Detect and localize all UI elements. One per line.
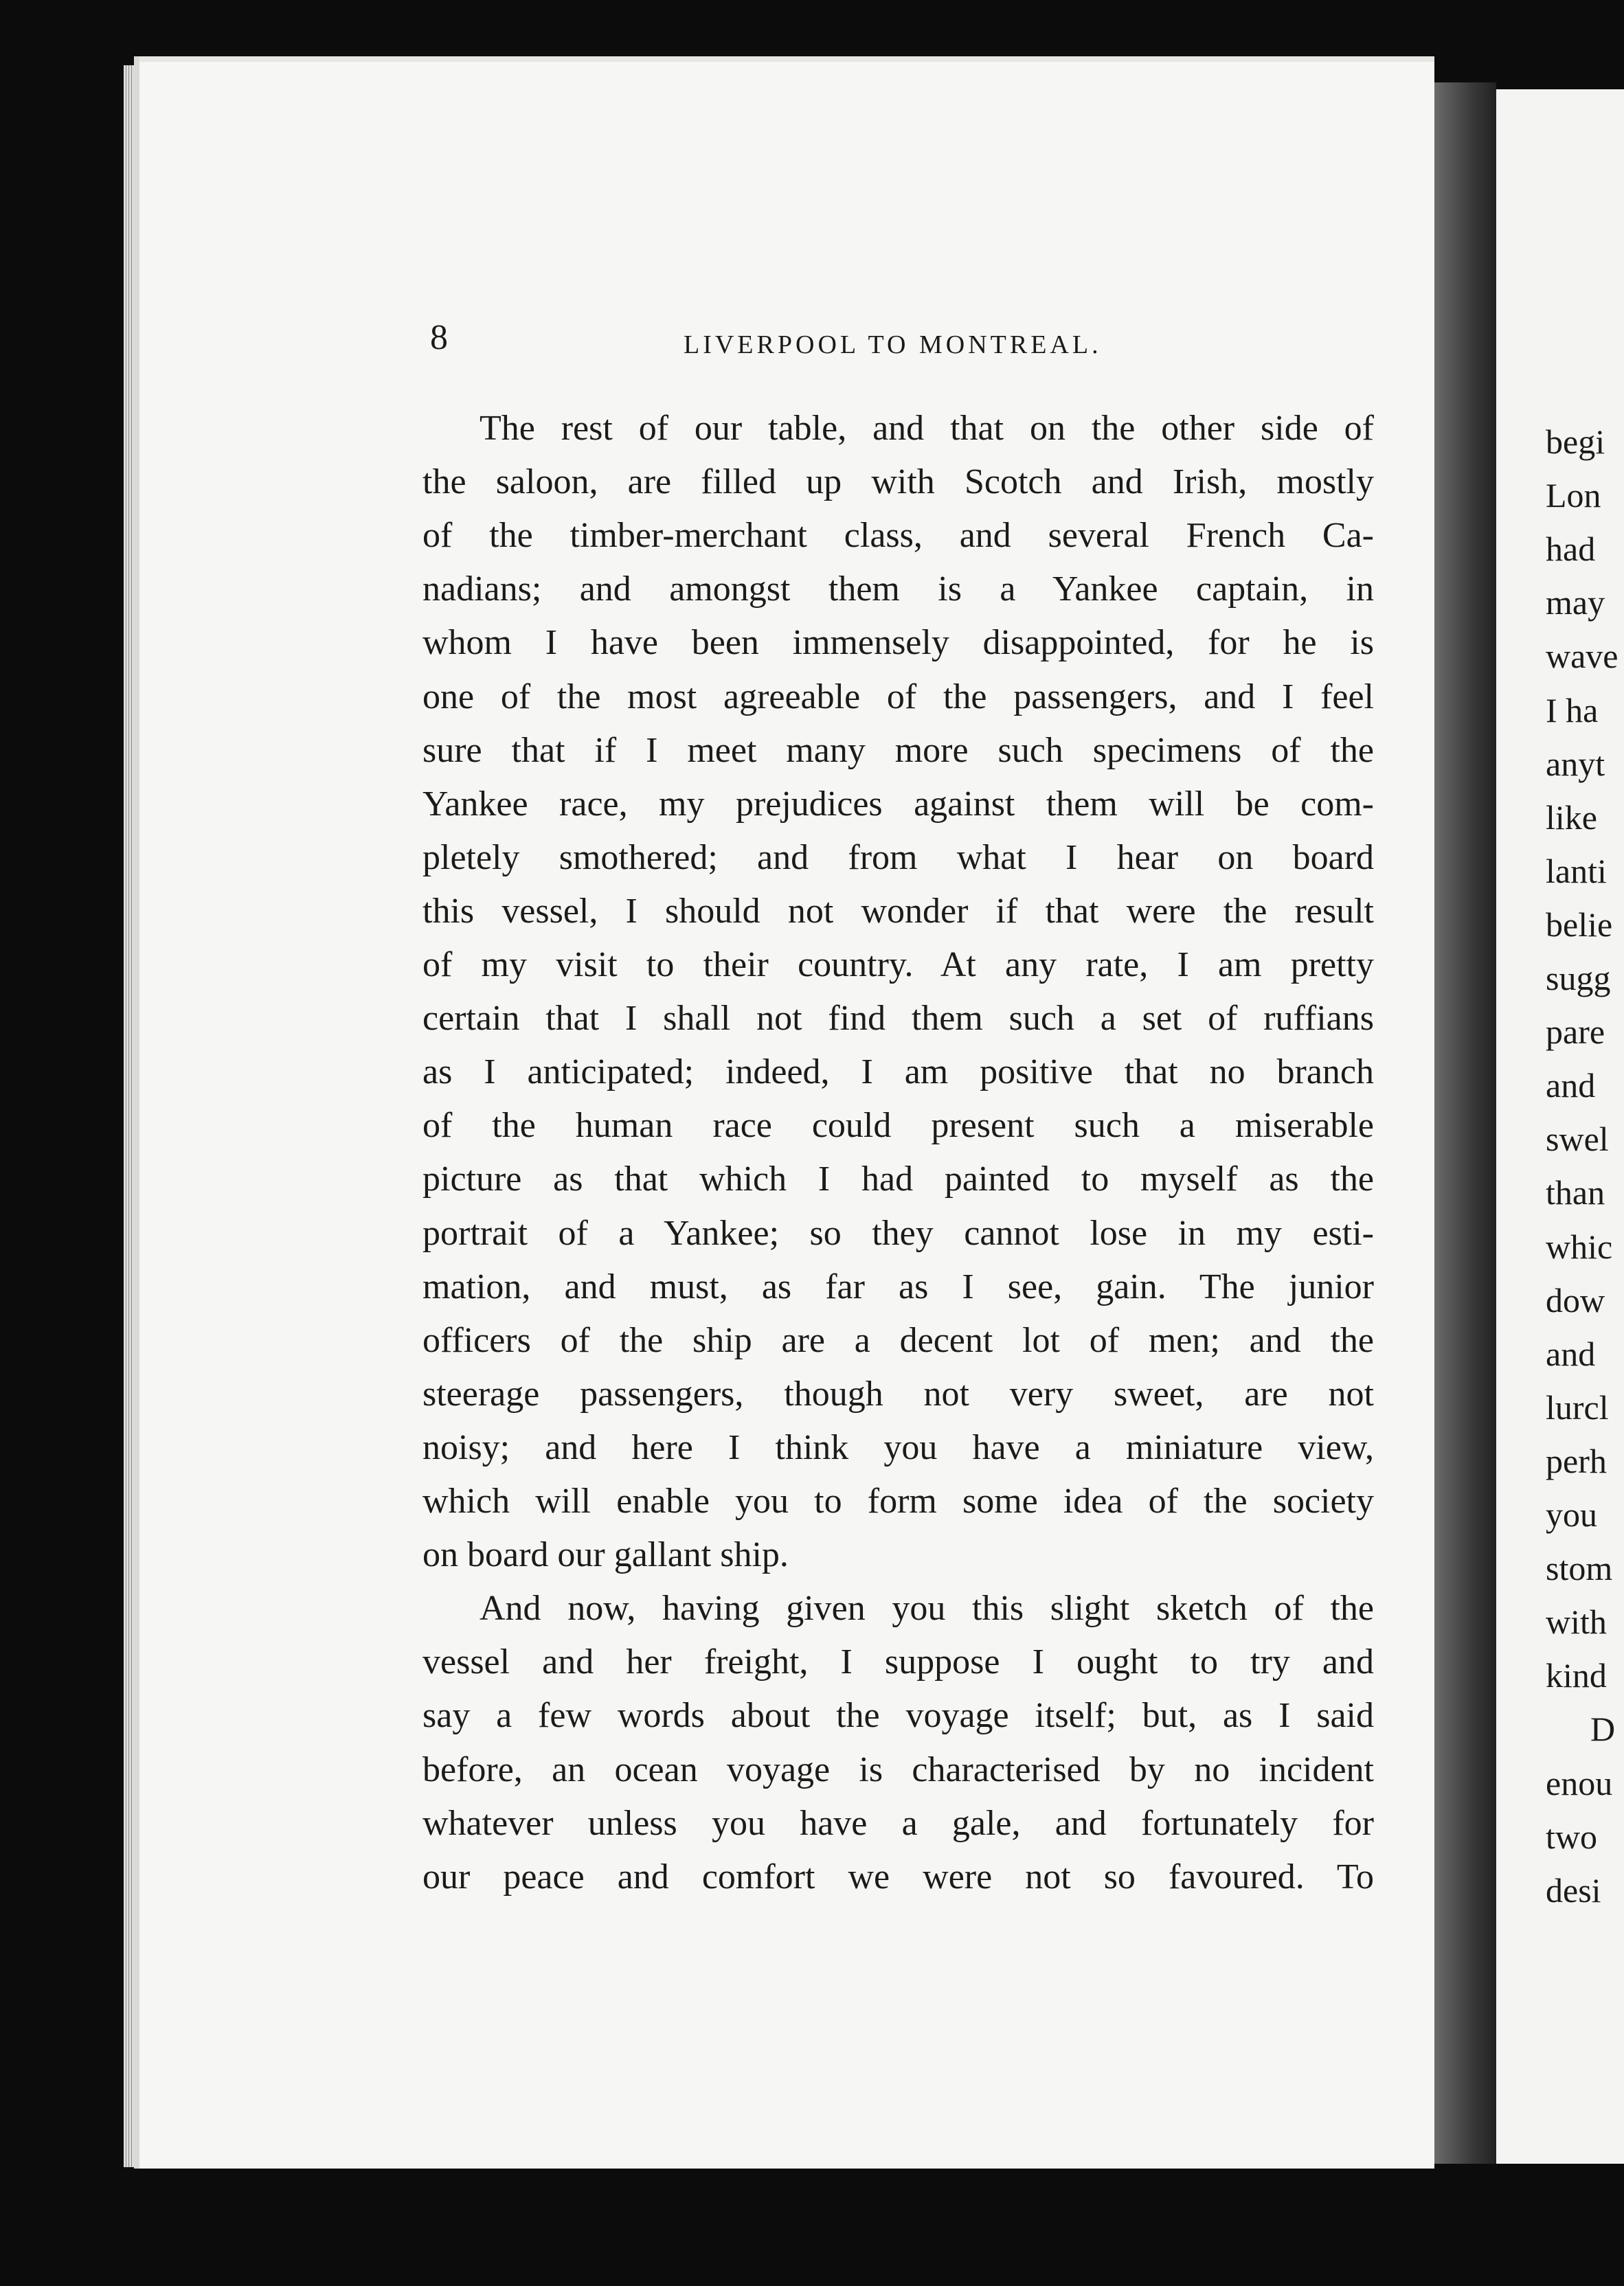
right-page-line: may xyxy=(1546,583,1605,622)
text-line: officers of the ship are a decent lot of men; and the xyxy=(422,1321,1374,1360)
right-page-line: you xyxy=(1546,1495,1597,1534)
text-line: steerage passengers, though not very sweet, are not xyxy=(422,1374,1374,1414)
text-line: noisy; and here I think you have a miniature view, xyxy=(422,1428,1374,1467)
right-page-line: I ha xyxy=(1546,691,1599,729)
text-line: whatever unless you have a gale, and fortunately for xyxy=(422,1804,1374,1843)
right-page-line: enou xyxy=(1546,1764,1613,1802)
right-page-line: Lon xyxy=(1546,476,1601,514)
right-page-line: and xyxy=(1546,1066,1596,1105)
text-line: The rest of our table, and that on the other side of xyxy=(480,409,1374,448)
right-page-line: two xyxy=(1546,1818,1597,1856)
text-line: whom I have been immensely disappointed, for he is xyxy=(422,623,1374,662)
right-page-line: lanti xyxy=(1546,852,1607,890)
right-page-line: had xyxy=(1546,530,1596,568)
right-page-line: than xyxy=(1546,1173,1605,1212)
text-line: which will enable you to form some idea of the society xyxy=(422,1482,1374,1521)
right-page-line: pare xyxy=(1546,1012,1605,1051)
right-page-line: D xyxy=(1590,1710,1616,1748)
right-page-line: and xyxy=(1546,1335,1596,1373)
right-page-line: with xyxy=(1546,1603,1607,1641)
text-line: of the human race could present such a miserable xyxy=(422,1106,1374,1145)
text-line: one of the most agreeable of the passengers, and I feel xyxy=(422,677,1374,716)
text-line: vessel and her freight, I suppose I ought to try and xyxy=(422,1642,1374,1682)
right-page-line: perh xyxy=(1546,1442,1607,1480)
text-line: certain that I shall not find them such a set of ruffians xyxy=(422,999,1374,1038)
right-page-line: whic xyxy=(1546,1227,1613,1266)
page-number: 8 xyxy=(430,318,448,357)
right-page-line: kind xyxy=(1546,1656,1607,1695)
text-line: portrait of a Yankee; so they cannot lose in my esti- xyxy=(422,1214,1374,1253)
text-line: pletely smothered; and from what I hear on board xyxy=(422,838,1374,877)
right-page-line: like xyxy=(1546,798,1597,837)
book-gutter xyxy=(1434,82,1496,2164)
text-line: of my visit to their country. At any rate, I am pretty xyxy=(422,945,1374,984)
text-line: as I anticipated; indeed, I am positive that no branch xyxy=(422,1052,1374,1091)
text-line: picture as that which I had painted to myself as the xyxy=(422,1159,1374,1199)
text-line: And now, having given you this slight sketch of the xyxy=(480,1589,1374,1628)
right-page-line: dow xyxy=(1546,1281,1605,1320)
right-page-line: anyt xyxy=(1546,745,1605,783)
text-line: mation, and must, as far as I see, gain. The junior xyxy=(422,1267,1374,1306)
running-head-title: LIVERPOOL TO MONTREAL. xyxy=(684,330,1102,359)
right-page-line: belie xyxy=(1546,905,1613,944)
right-page-line: lurcl xyxy=(1546,1388,1609,1427)
right-page-line: wave xyxy=(1546,637,1619,675)
text-line: this vessel, I should not wonder if that were the result xyxy=(422,892,1374,931)
text-line: Yankee race, my prejudices against them will be com- xyxy=(422,784,1374,824)
text-line: of the timber-merchant class, and several French Ca- xyxy=(422,516,1374,555)
text-line: our peace and comfort we were not so favoured. To xyxy=(422,1857,1374,1897)
right-page-line: begi xyxy=(1546,422,1605,461)
right-page-line: sugg xyxy=(1546,959,1611,997)
text-line: say a few words about the voyage itself; but, as I said xyxy=(422,1696,1374,1735)
text-line: sure that if I meet many more such specimens of the xyxy=(422,731,1374,770)
text-line: the saloon, are filled up with Scotch and Irish, mostly xyxy=(422,462,1374,501)
text-line: before, an ocean voyage is characterised by no incident xyxy=(422,1750,1374,1789)
text-line: nadians; and amongst them is a Yankee captain, in xyxy=(422,569,1374,609)
right-page-line: stom xyxy=(1546,1549,1613,1587)
right-page-line: desi xyxy=(1546,1871,1601,1910)
text-line: on board our gallant ship. xyxy=(422,1535,789,1574)
right-page-line: swel xyxy=(1546,1120,1609,1158)
